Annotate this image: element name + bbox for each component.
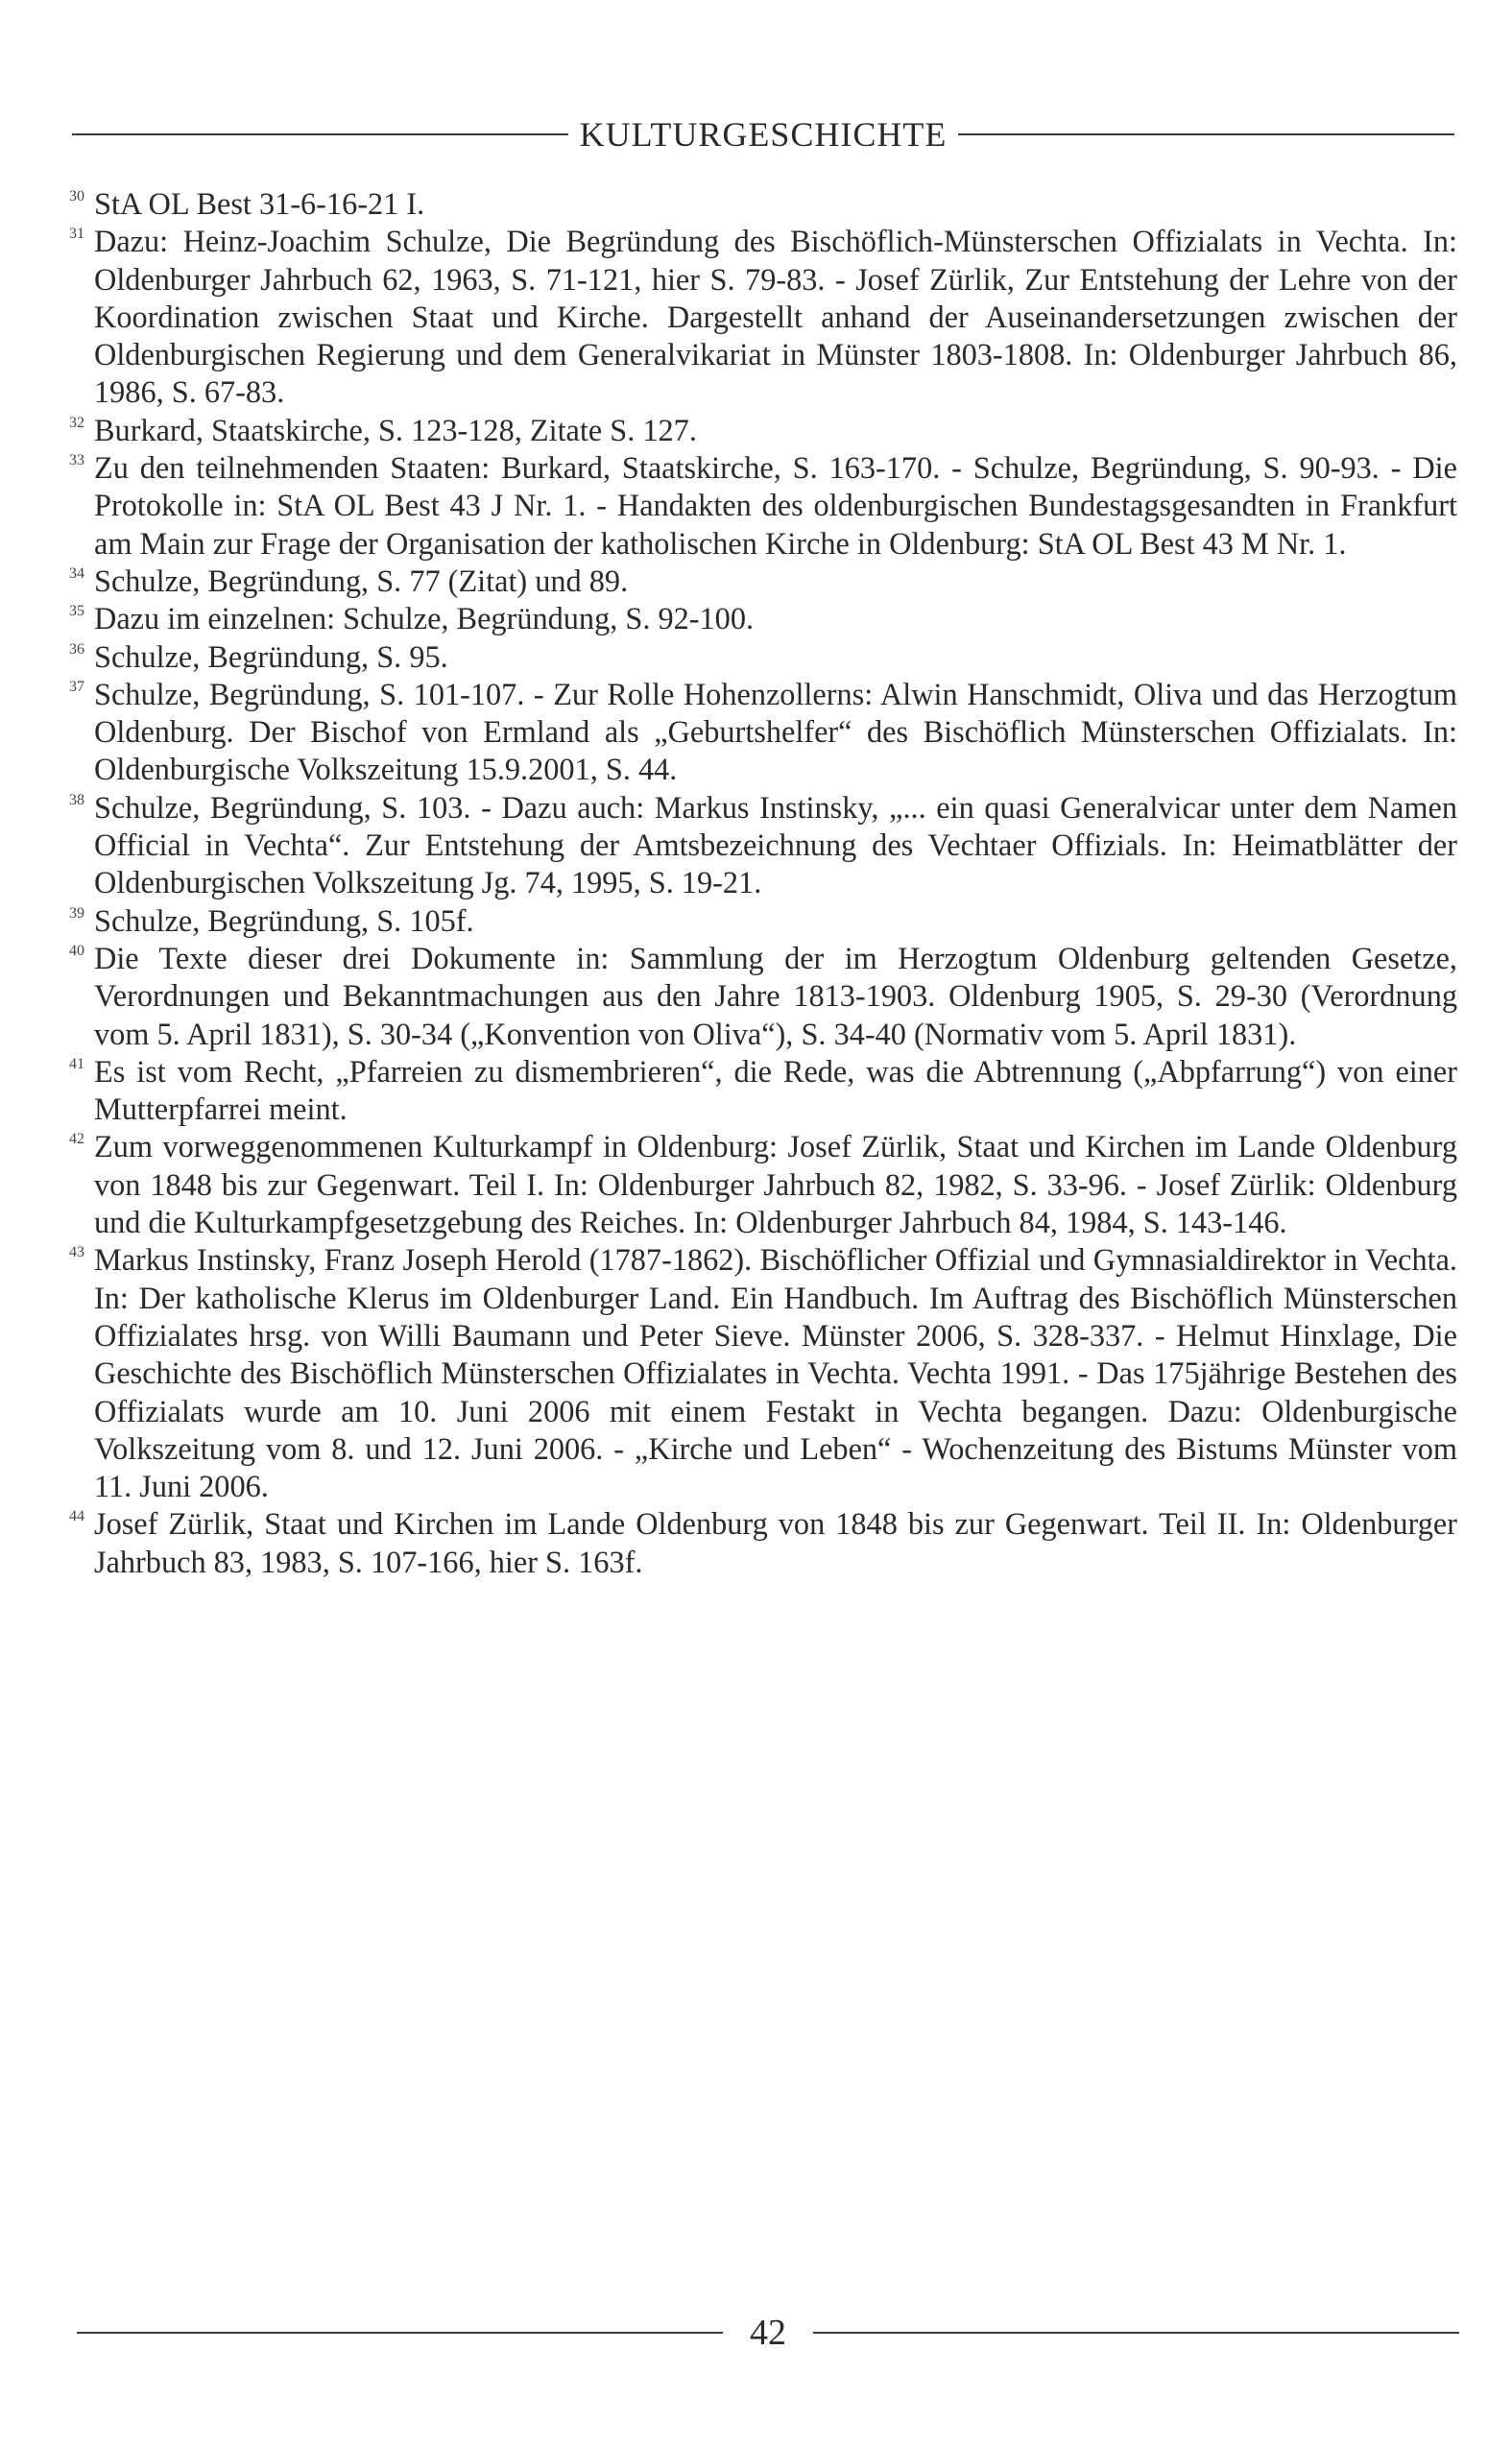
footnote-number: 41	[69, 1055, 84, 1072]
footnote-number: 42	[69, 1131, 84, 1148]
footnote	[69, 1505, 1457, 1581]
footnote-number: 40	[69, 942, 84, 959]
footnote-number: 33	[69, 452, 84, 469]
footnote-number: 39	[69, 904, 84, 922]
footnote-text: Dazu: Heinz-Joachim Schulze, Die Begründung des Bischöflich-Münsterschen Offizialats in Vechta. In: Oldenburger Jahrbuch 62, 1963, S. 71-121, hier S. 79-83. - Josef Zürlik, Zur Entstehung der Lehre von der Koordination zwischen Staat und Kirche. Dargestellt anhand der Auseinandersetzungen zwischen der Oldenburgischen Regierung und dem Generalvikariat in Münster 1803-1808. In: Oldenburger Jahrbuch 86, 1986, S. 67-83.	[94, 224, 1457, 410]
footnote	[69, 449, 1457, 563]
footnote	[69, 1241, 1457, 1505]
footer-rule-right	[813, 2332, 1459, 2334]
footnote	[69, 1128, 1457, 1241]
footnote-number: 32	[69, 414, 84, 431]
footnote-number: 38	[69, 791, 84, 808]
footnote	[69, 185, 1457, 223]
footnote-number: 36	[69, 640, 84, 658]
running-header-title: KULTURGESCHICHTE	[579, 115, 948, 154]
page-number: 42	[750, 2313, 786, 2353]
footnote-text: Dazu im einzelnen: Schulze, Begründung, S. 92-100.	[94, 601, 755, 636]
footnote-text: Die Texte dieser drei Dokumente in: Sammlung der im Herzogtum Oldenburg geltenden Gesetze, Verordnungen und Bekanntmachungen aus den Jahre 1813-1903. Oldenburg 1905, S. 29-30 (Verordnung vom 5. April 1831), S. 30-34 („Konvention von Oliva“), S. 34-40 (Normativ vom 5. April 1831).	[94, 940, 1457, 1051]
footnote-number: 35	[69, 603, 84, 620]
footnote	[69, 563, 1457, 600]
footnote-text: Zu den teilnehmenden Staaten: Burkard, Staatskirche, S. 163-170. - Schulze, Begründung, S. 90-93. - Die Protokolle in: StA OL Best 43 J Nr. 1. - Handakten des oldenburgischen Bundestagsgesandten in Frankfurt am Main zur Frage der Organisation der katholischen Kirche in Oldenburg: StA OL Best 43 M Nr. 1.	[94, 450, 1457, 561]
footnote-text: Markus Instinsky, Franz Joseph Herold (1787-1862). Bischöflicher Offizial und Gymnasialdirektor in Vechta. In: Der katholische Klerus im Oldenburger Land. Ein Handbuch. Im Auftrag des Bischöflich Münsterschen Offizialates hrsg. von Willi Baumann und Peter Sieve. Münster 2006, S. 328-337. - Helmut Hinxlage, Die Geschichte des Bischöflich Münsterschen Offizialates in Vechta. Vechta 1991. - Das 175jährige Bestehen des Offizialats wurde am 10. Juni 2006 mit einem Festakt in Vechta begangen. Dazu: Oldenburgische Volkszeitung vom 8. und 12. Juni 2006. - „Kirche und Leben“ - Wochenzeitung des Bistums Münster vom 11. Juni 2006.	[94, 1242, 1457, 1504]
footnote	[69, 676, 1457, 789]
footnote-text: Schulze, Begründung, S. 101-107. - Zur Rolle Hohenzollerns: Alwin Hanschmidt, Oliva und das Herzogtum Oldenburg. Der Bischof von Ermland als „Geburtshelfer“ des Bischöflich Münsterschen Offizialats. In: Oldenburgische Volkszeitung 15.9.2001, S. 44.	[94, 676, 1457, 787]
footnote-number: 31	[69, 226, 84, 243]
footnote-number: 43	[69, 1244, 84, 1261]
footnote-text: StA OL Best 31-6-16-21 I.	[94, 186, 425, 221]
footnote-text: Josef Zürlik, Staat und Kirchen im Lande Oldenburg von 1848 bis zur Gegenwart. Teil II. In: Oldenburger Jahrbuch 83, 1983, S. 107-166, hier S. 163f.	[94, 1506, 1457, 1579]
footnote-text: Schulze, Begründung, S. 95.	[94, 638, 448, 674]
running-header	[72, 113, 1454, 156]
page-footer	[77, 2304, 1459, 2362]
footnote	[69, 600, 1457, 637]
footnote-text: Zum vorweggenommenen Kulturkampf in Oldenburg: Josef Zürlik, Staat und Kirchen im Lande Oldenburg von 1848 bis zur Gegenwart. Teil I. In: Oldenburger Jahrbuch 82, 1982, S. 33-96. - Josef Zürlik: Oldenburg und die Kulturkampfgesetzgebung des Reiches. In: Oldenburger Jahrbuch 84, 1984, S. 143-146.	[94, 1129, 1457, 1240]
footnote	[69, 789, 1457, 902]
footnote	[69, 223, 1457, 411]
footnote-number: 37	[69, 678, 84, 695]
header-rule-right	[958, 133, 1454, 135]
footnote	[69, 412, 1457, 449]
footnote	[69, 940, 1457, 1053]
footnote-text: Burkard, Staatskirche, S. 123-128, Zitate S. 127.	[94, 412, 697, 447]
footnote-text: Es ist vom Recht, „Pfarreien zu dismembrieren“, die Rede, was die Abtrennung („Abpfarrung“) von einer Mutterpfarrei meint.	[94, 1053, 1457, 1127]
footnotes-list	[69, 185, 1457, 1581]
footnote-text: Schulze, Begründung, S. 77 (Zitat) und 89.	[94, 563, 629, 598]
footnote-text: Schulze, Begründung, S. 103. - Dazu auch: Markus Instinsky, „... ein quasi Generalvicar unter dem Namen Official in Vechta“. Zur Entstehung der Amtsbezeichnung des Vechtaer Offizials. In: Heimatblätter der Oldenburgischen Volkszeitung Jg. 74, 1995, S. 19-21.	[94, 789, 1457, 900]
header-rule-left	[72, 133, 568, 135]
footnote	[69, 902, 1457, 940]
footnote-number: 34	[69, 564, 84, 582]
footnote-number: 44	[69, 1508, 84, 1525]
footer-rule-left	[77, 2332, 723, 2334]
footnote-text: Schulze, Begründung, S. 105f.	[94, 902, 474, 938]
footnote	[69, 638, 1457, 676]
footnote-number: 30	[69, 188, 84, 204]
footnote	[69, 1053, 1457, 1129]
